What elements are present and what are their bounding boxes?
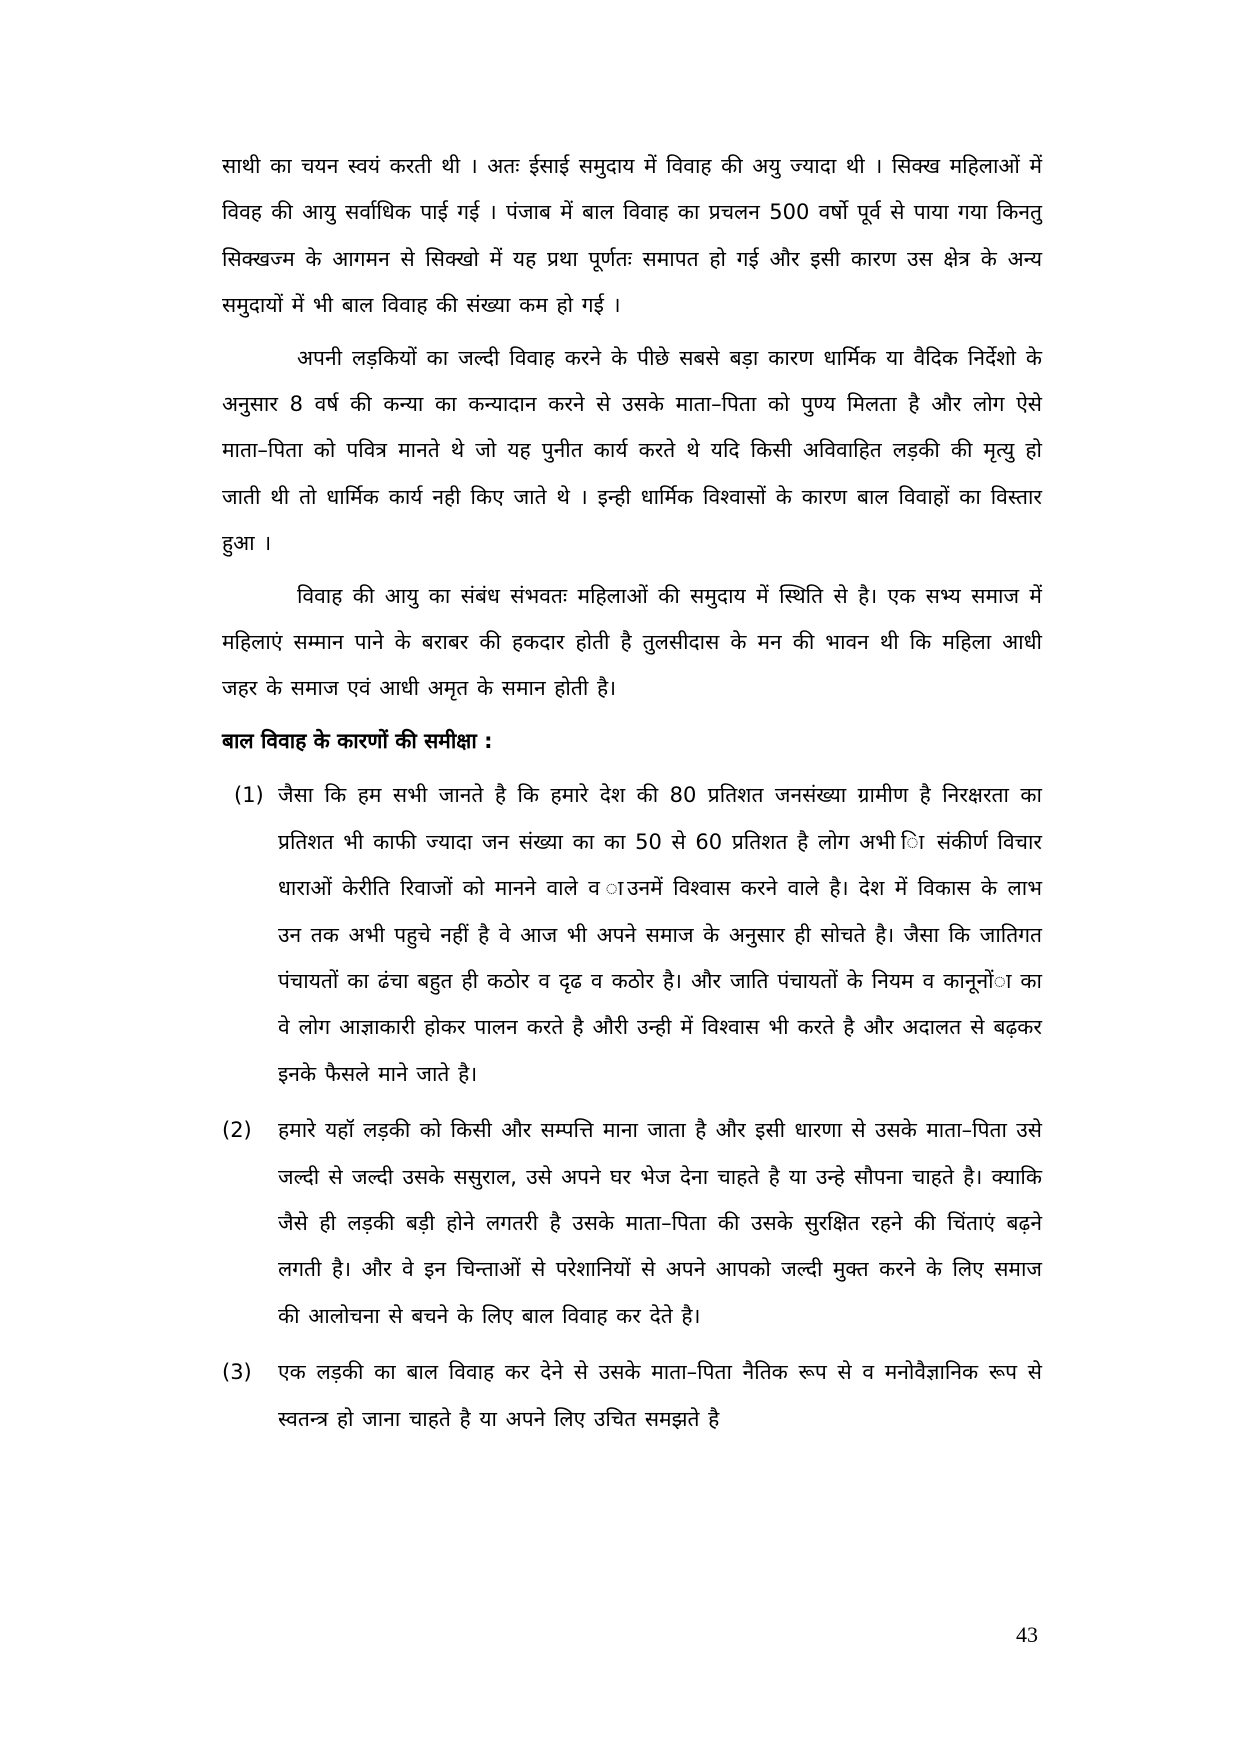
list-item-number: (1)	[234, 783, 264, 808]
list-item-3	[222, 1349, 1042, 1442]
paragraph-1: साथी का चयन स्वयं करती थी । अतः ईसाई समुदाय में विवाह की अयु ज्यादा थी । सिक्ख महिलाओं में विवह की आयु सर्वाधिक पाई गई । पंजाब में बाल विवाह का प्रचलन 500 वर्षो पूर्व से पाया गया किनतु सिक्खज्म के आगमन से सिक्खो में यह प्रथा पूर्णतः समापत हो गई और इसी कारण उस क्षेत्र के अन्य समुदायों में भी बाल विवाह की संख्या कम हो गई ।	[222, 154, 1042, 318]
section-heading: बाल विवाह के कारणों की समीक्षा :	[222, 728, 493, 753]
list-item-text: हमारे यहॉ लड़की को किसी और सम्पत्ति माना जाता है और इसी धारणा से उसके माता–पिता उसे जल्दी से जल्दी उसके ससुराल, उसे अपने घर भेज देना चाहते है या उन्हे सौपना चाहते है। क्याकि जैसे ही लड़की बड़ी होने लगतरी है उसके माता–पिता की उसके सुरक्षित रहने की चिंताएं बढ़ने लगती है। और वे इन चिन्ताओं से परेशानियों से अपने आपको जल्दी मुक्त करने के लिए समाज की आलोचना से बचने के लिए बाल विवाह कर देते है।	[278, 1118, 1042, 1328]
list-item-1	[234, 772, 1042, 1097]
list-item-text: जैसा कि हम सभी जानते है कि हमारे देश की 80 प्रतिशत जनसंख्या ग्रामीण है निरक्षरता का प्रतिशत भी काफी ज्यादा जन संख्या का का 50 से 60 प्रतिशत है लोग अभी ाि संकीर्ण विचार धाराओं केरीति रिवाजों को मानने वाले व ाउनमें विश्वास करने वाले है। देश में विकास के लाभ उन तक अभी पहुचे नहीं है वे आज भी अपने समाज के अनुसार ही सोचते है। जैसा कि जातिगत पंचायतों का ढंचा बहुत ही कठोर व दृढ व कठोर है। और जाति पंचायतों के नियम व कानूनोंा का वे लोग आज्ञाकारी होकर पालन करते है औरी उन्ही में विश्वास भी करते है और अदालत से बढ़कर इनके फैसले माने जाते है।	[278, 783, 1042, 1086]
list-item-2	[222, 1107, 1042, 1339]
paragraph-2: अपनी लड़कियों का जल्दी विवाह करने के पीछे सबसे बड़ा कारण धार्मिक या वैदिक निर्देशो के अनुसार 8 वर्ष की कन्या का कन्यादान करने से उसके माता–पिता को पुण्य मिलता है और लोग ऐसे माता–पिता को पवित्र मानते थे जो यह पुनीत कार्य करते थे यदि किसी अविवाहित लड़की की मृत्यु हो जाती थी तो धार्मिक कार्य नही किए जाते थे । इन्ही धार्मिक विश्वासों के कारण बाल विवाहों का विस्तार हुआ ।	[222, 345, 1042, 556]
list-item-number: (2)	[222, 1118, 252, 1143]
paragraph-3: विवाह की आयु का संबंध संभवतः महिलाओं की समुदाय में स्थिति से है। एक सभ्य समाज में महिलाएं सम्मान पाने के बराबर की हकदार होती है तुलसीदास के मन की भावन थी कि महिला आधी जहर के समाज एवं आधी अमृत के समान होती है।	[222, 583, 1042, 701]
list-item-number: (3)	[222, 1360, 252, 1385]
list-item-text: एक लड़की का बाल विवाह कर देने से उसके माता–पिता नैतिक रूप से व मनोवैज्ञानिक रूप से स्वतन्त्र हो जाना चाहते है या अपने लिए उचित समझते है	[278, 1360, 1042, 1431]
body-text	[222, 143, 1042, 1452]
page-number: 43	[1016, 1622, 1038, 1647]
